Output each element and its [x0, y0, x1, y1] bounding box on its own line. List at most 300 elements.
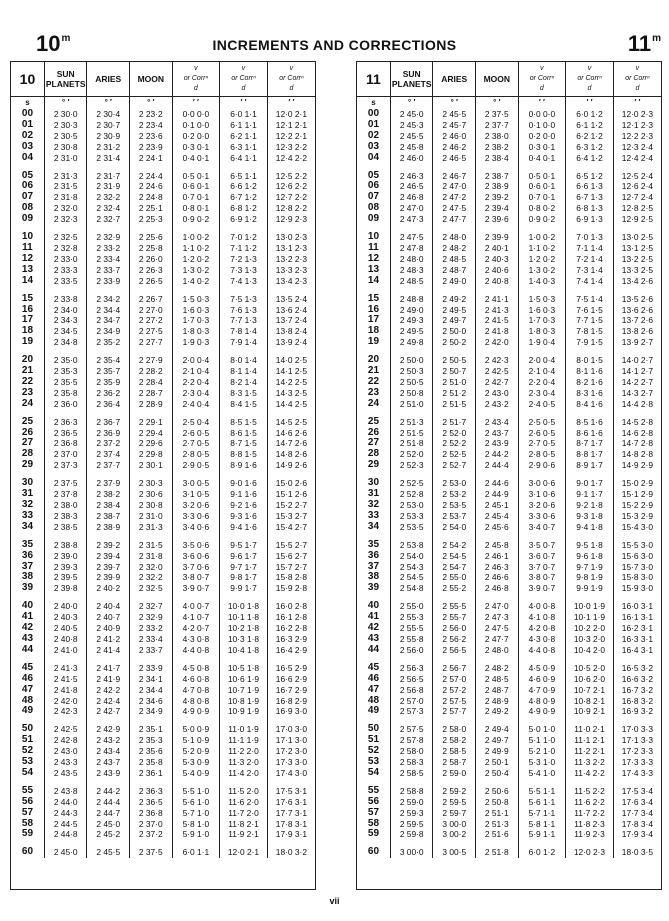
sun-planets-cell: 2 30·8 — [44, 142, 87, 153]
correction-cell: 5·5 1·0 — [172, 786, 220, 797]
sun-planets-cell: 2 45·0 — [44, 847, 87, 858]
correction-cell: 2·0 0·4 — [518, 355, 566, 366]
aries-cell: 2 56·0 — [433, 623, 476, 634]
aries-cell: 2 49·5 — [433, 305, 476, 316]
sun-planets-cell: 2 55·5 — [390, 623, 433, 634]
group-spacer — [11, 164, 315, 171]
seconds-cell: 49 — [11, 706, 44, 717]
seconds-cell: 26 — [11, 428, 44, 439]
moon-cell: 2 23·4 — [130, 120, 173, 131]
aries-cell: 2 42·9 — [87, 724, 130, 735]
moon-cell: 2 49·7 — [476, 735, 519, 746]
angle-unit: ° ′ — [476, 97, 519, 110]
sun-planets-cell: 2 54·8 — [390, 583, 433, 594]
table-row — [357, 181, 661, 192]
moon-cell: 2 37·5 — [476, 109, 519, 120]
seconds-cell: 44 — [11, 645, 44, 656]
aries-cell: 2 38·9 — [87, 522, 130, 533]
moon-cell: 2 46·1 — [476, 551, 519, 562]
correction-cell: 5·7 1·0 — [172, 808, 220, 819]
sun-planets-cell: 2 53·8 — [390, 540, 433, 551]
sun-planets-cell: 2 51·3 — [390, 417, 433, 428]
correction-cell: 11·4 2·2 — [566, 768, 614, 779]
table-row — [357, 645, 661, 656]
sun-planets-cell: 2 36·3 — [44, 417, 87, 428]
seconds-cell: 21 — [357, 366, 390, 377]
table-row — [11, 449, 315, 460]
aries-cell: 2 59·0 — [433, 768, 476, 779]
page-title: INCREMENTS AND CORRECTIONS — [212, 37, 457, 53]
correction-cell: 5·8 1·0 — [172, 819, 220, 830]
sun-planets-cell: 2 41·3 — [44, 663, 87, 674]
table-row — [357, 305, 661, 316]
correction-cell: 13·7 2·6 — [621, 315, 653, 326]
correction-cell: 15·9 2·8 — [275, 583, 307, 594]
seconds-cell: 33 — [11, 511, 44, 522]
moon-cell: 2 51·1 — [476, 808, 519, 819]
aries-cell: 2 42·4 — [87, 696, 130, 707]
seconds-cell: 50 — [357, 724, 390, 735]
moon-cell: 2 44·6 — [476, 478, 519, 489]
sun-planets-cell: 2 47·3 — [390, 214, 433, 225]
table-row — [11, 460, 315, 471]
table-row — [11, 500, 315, 511]
table-row — [11, 355, 315, 366]
table-row — [357, 601, 661, 612]
correction-cell: 16·6 3·2 — [621, 673, 653, 684]
seconds-cell: 37 — [11, 562, 44, 573]
correction-cell: 14·5 2·5 — [275, 416, 307, 427]
minute-column-header: 11 — [357, 62, 390, 97]
correction-cell: 3·0 0·6 — [518, 478, 566, 489]
group-spacer — [11, 717, 315, 724]
correction-cell: 17·1 3·0 — [275, 735, 307, 746]
sun-planets-cell: 2 47·8 — [390, 243, 433, 254]
moon-cell: 2 43·7 — [476, 428, 519, 439]
seconds-cell: 59 — [357, 829, 390, 840]
seconds-cell: 01 — [11, 120, 44, 131]
seconds-cell: 48 — [357, 696, 390, 707]
table-row — [357, 489, 661, 500]
sun-planets-cell: 2 50·3 — [390, 366, 433, 377]
seconds-cell: 35 — [11, 540, 44, 551]
seconds-cell: 27 — [357, 438, 390, 449]
correction-cell: 13·0 2·5 — [621, 232, 653, 243]
sun-planets-cell: 2 34·5 — [44, 326, 87, 337]
sun-planets-cell: 2 57·8 — [390, 735, 433, 746]
correction-cell: 12·2 2·3 — [621, 130, 653, 141]
seconds-cell: 19 — [357, 337, 390, 348]
aries-cell: 2 52·0 — [433, 428, 476, 439]
aries-cell: 2 54·0 — [433, 522, 476, 533]
correction-cell: 17·8 3·1 — [275, 818, 307, 829]
table-row — [11, 153, 315, 164]
moon-cell: 2 32·5 — [130, 583, 173, 594]
table-row — [357, 735, 661, 746]
correction-cell: 9·4 1·6 — [220, 522, 268, 533]
sun-planets-cell: 2 59·0 — [390, 797, 433, 808]
seconds-cell: 29 — [11, 460, 44, 471]
seconds-cell: 37 — [357, 562, 390, 573]
correction-cell: 13·5 2·6 — [621, 293, 653, 304]
table-row — [357, 120, 661, 131]
seconds-cell: 57 — [11, 808, 44, 819]
seconds-cell: 46 — [11, 674, 44, 685]
correction-cell: 6·6 1·2 — [220, 181, 268, 192]
correction-cell: 11·0 2·1 — [566, 724, 614, 735]
aries-cell: 2 51·5 — [433, 399, 476, 410]
aries-cell: 2 37·4 — [87, 449, 130, 460]
moon-cell: 2 46·8 — [476, 583, 519, 594]
correction-cell: 10·6 1·9 — [220, 674, 268, 685]
correction-cell: 9·5 1·8 — [566, 540, 614, 551]
correction-cell: 8·6 1·6 — [566, 428, 614, 439]
correction-cell: 5·9 1·0 — [172, 829, 220, 840]
table-row — [357, 500, 661, 511]
aries-cell: 2 54·2 — [433, 540, 476, 551]
sun-planets-cell: 2 47·0 — [390, 203, 433, 214]
sun-planets-cell: 2 54·3 — [390, 562, 433, 573]
correction-cell: 3·1 0·6 — [518, 489, 566, 500]
moon-cell: 2 30·6 — [130, 489, 173, 500]
aries-cell: 2 58·7 — [433, 757, 476, 768]
table-row — [357, 511, 661, 522]
correction-cell: 6·0 1·1 — [172, 847, 220, 858]
correction-cell: 11·8 2·3 — [566, 819, 614, 830]
moon-cell: 2 50·8 — [476, 797, 519, 808]
correction-cell: 15·8 3·0 — [621, 572, 653, 583]
correction-cell: 17·2 3·0 — [275, 746, 307, 757]
aries-cell: 2 41·7 — [87, 663, 130, 674]
correction-cell: 4·0 0·8 — [518, 601, 566, 612]
sun-planets-cell: 2 33·0 — [44, 254, 87, 265]
correction-cell: 11·9 2·1 — [220, 829, 268, 840]
aries-cell: 2 41·4 — [87, 645, 130, 656]
moon-cell: 2 44·2 — [476, 449, 519, 460]
correction-cell: 16·9 3·0 — [275, 706, 307, 717]
aries-cell: 2 47·0 — [433, 181, 476, 192]
group-spacer — [357, 348, 661, 355]
aries-cell: 2 30·7 — [87, 120, 130, 131]
sun-planets-cell: 2 30·3 — [44, 120, 87, 131]
correction-cell: 6·7 1·3 — [566, 192, 614, 203]
table-row — [357, 438, 661, 449]
correction-cell: 0·6 0·1 — [518, 181, 566, 192]
sun-planets-cell: 2 46·8 — [390, 192, 433, 203]
aries-cell: 2 41·9 — [87, 674, 130, 685]
seconds-cell: 28 — [11, 449, 44, 460]
correction-cell: 12·1 2·1 — [275, 119, 307, 130]
seconds-cell: 55 — [11, 786, 44, 797]
aries-cell: 2 46·2 — [433, 142, 476, 153]
moon-cell: 2 33·9 — [130, 663, 173, 674]
correction-cell: 10·8 2·1 — [566, 696, 614, 707]
sun-planets-cell: 2 34·8 — [44, 337, 87, 348]
d-label: d — [289, 85, 294, 92]
table-row — [357, 131, 661, 142]
correction-cell: 4·1 0·8 — [518, 612, 566, 623]
sun-planets-cell: 2 53·3 — [390, 511, 433, 522]
correction-cell: 2·9 0·5 — [172, 460, 220, 471]
correction-cell: 4·4 0·8 — [172, 645, 220, 656]
correction-cell: 3·1 0·5 — [172, 489, 220, 500]
sun-planets-cell: 2 39·5 — [44, 572, 87, 583]
aries-cell: 2 48·0 — [433, 232, 476, 243]
correction-cell: 6·6 1·3 — [566, 181, 614, 192]
moon-cell: 2 25·8 — [130, 243, 173, 254]
aries-cell: 3 00·5 — [433, 847, 476, 858]
table-row — [11, 808, 315, 819]
seconds-cell: 16 — [11, 305, 44, 316]
correction-column-header — [267, 62, 315, 97]
aries-cell: 2 35·4 — [87, 355, 130, 366]
aries-cell: 2 43·2 — [87, 735, 130, 746]
correction-cell: 8·5 1·5 — [220, 417, 268, 428]
seconds-cell: 18 — [11, 326, 44, 337]
sun-planets-cell: 2 45·8 — [390, 142, 433, 153]
table-row — [357, 315, 661, 326]
correction-cell: 7·1 1·4 — [566, 243, 614, 254]
moon-cell: 2 27·5 — [130, 326, 173, 337]
correction-cell: 10·9 2·1 — [566, 706, 614, 717]
sun-planets-cell: 2 44·3 — [44, 808, 87, 819]
moon-cell: 2 49·2 — [476, 706, 519, 717]
seconds-cell: 41 — [11, 612, 44, 623]
moon-cell: 2 24·4 — [130, 171, 173, 182]
sun-planets-cell: 2 33·8 — [44, 294, 87, 305]
sun-planets-cell: 2 41·5 — [44, 674, 87, 685]
group-spacer — [11, 840, 315, 847]
sun-planets-cell: 2 44·0 — [44, 797, 87, 808]
correction-cell: 11·8 2·1 — [220, 819, 268, 830]
correction-cell: 15·4 2·7 — [275, 521, 307, 532]
correction-cell: 10·1 1·9 — [566, 612, 614, 623]
table-row — [11, 511, 315, 522]
moon-cell: 2 26·3 — [130, 265, 173, 276]
sun-planets-cell: 2 49·8 — [390, 337, 433, 348]
aries-cell: 2 50·5 — [433, 355, 476, 366]
sun-planets-column-header — [390, 62, 433, 97]
correction-cell: 0·3 0·1 — [518, 142, 566, 153]
moon-cell: 2 44·4 — [476, 460, 519, 471]
seconds-cell: 46 — [357, 674, 390, 685]
aries-cell: 2 50·2 — [433, 337, 476, 348]
correction-cell: 15·0 2·6 — [275, 478, 307, 489]
correction-cell: 1·6 0·3 — [518, 305, 566, 316]
correction-cell: 16·2 2·8 — [275, 623, 307, 634]
correction-cell: 2·3 0·4 — [172, 388, 220, 399]
moon-cell: 2 25·3 — [130, 214, 173, 225]
correction-cell: 14·2 2·7 — [621, 376, 653, 387]
correction-cell: 16·5 2·9 — [275, 662, 307, 673]
moon-cell: 2 48·2 — [476, 663, 519, 674]
sun-planets-cell: 2 43·8 — [44, 786, 87, 797]
sun-planets-cell: 2 40·8 — [44, 634, 87, 645]
correction-cell: 9·2 1·8 — [566, 500, 614, 511]
moon-cell: 2 49·9 — [476, 746, 519, 757]
moon-cell: 2 27·7 — [130, 337, 173, 348]
table-row — [357, 724, 661, 735]
angle-unit: ° ′ — [433, 97, 476, 110]
correction-cell: 13·1 2·5 — [621, 242, 653, 253]
table-row — [11, 142, 315, 153]
corr-unit: ′ ′ — [172, 97, 220, 110]
seconds-cell: 07 — [11, 192, 44, 203]
correction-cell: 4·9 0·9 — [172, 706, 220, 717]
table-row — [11, 562, 315, 573]
or-corr-label: or Corrⁿ — [231, 75, 256, 82]
moon-cell: 2 33·2 — [130, 623, 173, 634]
moon-cell: 2 39·9 — [476, 232, 519, 243]
moon-cell: 2 42·3 — [476, 355, 519, 366]
moon-cell: 2 30·3 — [130, 478, 173, 489]
correction-cell: 8·0 1·4 — [220, 355, 268, 366]
correction-cell: 10·3 1·8 — [220, 634, 268, 645]
correction-cell: 9·3 1·6 — [220, 511, 268, 522]
correction-cell: 8·5 1·6 — [566, 417, 614, 428]
moon-cell: 2 51·3 — [476, 819, 519, 830]
angle-unit: ° ′ — [44, 97, 87, 110]
correction-cell: 5·2 1·0 — [518, 746, 566, 757]
moon-cell: 2 40·8 — [476, 276, 519, 287]
sun-planets-cell: 2 49·5 — [390, 326, 433, 337]
group-spacer — [357, 471, 661, 478]
moon-cell: 2 31·8 — [130, 551, 173, 562]
moon-cell: 2 38·7 — [476, 171, 519, 182]
correction-cell: 15·8 2·8 — [275, 572, 307, 583]
moon-cell: 2 34·9 — [130, 706, 173, 717]
table-row — [11, 829, 315, 840]
sun-label: SUN — [402, 69, 421, 79]
table-row — [11, 522, 315, 533]
correction-cell: 2·3 0·4 — [518, 388, 566, 399]
seconds-cell: 03 — [357, 142, 390, 153]
correction-cell: 5·3 0·9 — [172, 757, 220, 768]
correction-cell: 1·7 0·3 — [518, 315, 566, 326]
sun-planets-cell: 2 50·0 — [390, 355, 433, 366]
moon-cell: 2 43·0 — [476, 388, 519, 399]
correction-cell: 0·0 0·0 — [518, 109, 566, 120]
seconds-cell: 19 — [11, 337, 44, 348]
seconds-cell: 43 — [11, 634, 44, 645]
sun-planets-cell: 2 33·5 — [44, 276, 87, 287]
aries-cell: 2 30·9 — [87, 131, 130, 142]
correction-cell: 11·9 2·3 — [566, 829, 614, 840]
seconds-cell: 53 — [357, 757, 390, 768]
correction-cell: 17·5 3·1 — [275, 785, 307, 796]
correction-cell: 8·7 1·5 — [220, 438, 268, 449]
correction-cell: 13·8 2·4 — [275, 326, 307, 337]
correction-cell: 12·4 2·2 — [275, 152, 307, 163]
group-spacer — [357, 410, 661, 417]
correction-cell: 17·4 3·3 — [621, 767, 653, 778]
moon-cell: 2 41·5 — [476, 315, 519, 326]
correction-cell: 10·2 1·8 — [220, 623, 268, 634]
moon-cell: 2 32·0 — [130, 562, 173, 573]
correction-cell: 12·5 2·2 — [275, 170, 307, 181]
correction-cell: 10·1 1·8 — [220, 612, 268, 623]
moon-cell: 2 33·4 — [130, 634, 173, 645]
correction-cell: 16·4 3·1 — [621, 644, 653, 655]
correction-cell: 11·7 2·0 — [220, 808, 268, 819]
aries-cell: 2 51·2 — [433, 388, 476, 399]
aries-cell: 2 55·7 — [433, 612, 476, 623]
sun-planets-cell: 2 56·0 — [390, 645, 433, 656]
sun-planets-cell: 2 59·3 — [390, 808, 433, 819]
correction-column-header — [566, 62, 614, 97]
correction-cell: 10·0 1·8 — [220, 601, 268, 612]
moon-cell: 2 45·6 — [476, 522, 519, 533]
correction-cell: 3·6 0·6 — [172, 551, 220, 562]
group-spacer — [357, 533, 661, 540]
seconds-cell: 54 — [11, 768, 44, 779]
aries-cell: 2 39·2 — [87, 540, 130, 551]
sun-label: SUN — [56, 69, 75, 79]
sun-planets-column-header — [44, 62, 87, 97]
aries-cell: 2 34·2 — [87, 294, 130, 305]
aries-cell: 2 45·0 — [87, 819, 130, 830]
moon-cell: 2 41·8 — [476, 326, 519, 337]
table-row — [357, 572, 661, 583]
sun-planets-cell: 2 51·8 — [390, 438, 433, 449]
moon-cell: 2 50·1 — [476, 757, 519, 768]
correction-cell: 9·6 1·7 — [220, 551, 268, 562]
correction-cell: 9·9 1·7 — [220, 583, 268, 594]
sun-planets-cell: 2 37·3 — [44, 460, 87, 471]
sun-planets-cell: 2 31·3 — [44, 171, 87, 182]
sun-planets-cell: 2 52·8 — [390, 489, 433, 500]
correction-cell: 8·2 1·4 — [220, 377, 268, 388]
aries-cell: 2 39·7 — [87, 562, 130, 573]
correction-cell: 8·2 1·6 — [566, 377, 614, 388]
sun-planets-cell: 2 31·5 — [44, 181, 87, 192]
table-row — [11, 254, 315, 265]
correction-cell: 8·8 1·5 — [220, 449, 268, 460]
correction-cell: 6·7 1·2 — [220, 192, 268, 203]
correction-cell: 16·2 3·1 — [621, 623, 653, 634]
sun-planets-cell: 2 33·3 — [44, 265, 87, 276]
seconds-cell: 15 — [11, 294, 44, 305]
moon-cell: 2 36·8 — [130, 808, 173, 819]
moon-cell: 2 24·1 — [130, 153, 173, 164]
correction-cell: 5·3 1·0 — [518, 757, 566, 768]
correction-cell: 3·6 0·7 — [518, 551, 566, 562]
correction-cell: 14·9 2·9 — [621, 460, 653, 471]
correction-cell: 10·5 1·8 — [220, 663, 268, 674]
aries-cell: 2 42·2 — [87, 685, 130, 696]
correction-cell: 9·4 1·8 — [566, 522, 614, 533]
seconds-cell: 34 — [11, 522, 44, 533]
correction-cell: 10·4 1·8 — [220, 645, 268, 656]
correction-cell: 5·6 1·1 — [518, 797, 566, 808]
seconds-cell: 59 — [11, 829, 44, 840]
correction-cell: 14·8 2·6 — [275, 449, 307, 460]
correction-cell: 2·8 0·5 — [172, 449, 220, 460]
correction-cell: 15·3 2·9 — [621, 510, 653, 521]
table-row — [357, 819, 661, 830]
d-label: d — [635, 85, 640, 92]
correction-cell: 14·3 2·5 — [275, 387, 307, 398]
correction-cell: 15·7 3·0 — [621, 561, 653, 572]
aries-cell: 2 57·0 — [433, 674, 476, 685]
aries-cell: 2 57·5 — [433, 696, 476, 707]
moon-cell: 2 47·5 — [476, 623, 519, 634]
sun-planets-cell: 2 58·3 — [390, 757, 433, 768]
increments-table — [11, 62, 315, 858]
correction-cell: 0·7 0·1 — [172, 192, 220, 203]
table-row — [11, 377, 315, 388]
aries-cell: 2 38·4 — [87, 500, 130, 511]
